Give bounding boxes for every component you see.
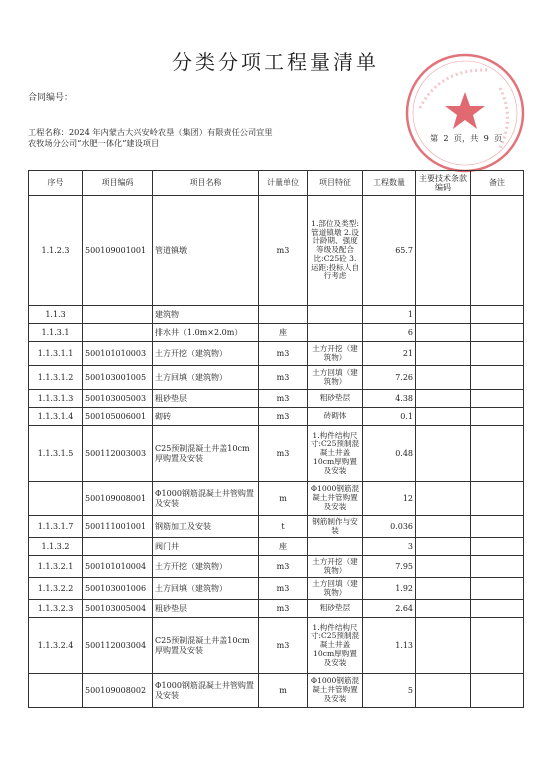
table-row (29, 556, 524, 578)
cell-unit: m3 (259, 600, 308, 618)
cell-seq: 1.1.3.2.1 (29, 556, 83, 578)
cell-code: 500101010004 (83, 556, 153, 578)
cell-tech (416, 600, 471, 618)
cell-feature: 砖砌体 (308, 408, 363, 426)
cell-name: 粗砂垫层 (153, 600, 259, 618)
cell-seq: 1.1.3.1.1 (29, 342, 83, 366)
cell-code (83, 538, 153, 556)
header-note: 备注 (471, 171, 524, 196)
cell-code (83, 306, 153, 324)
cell-code: 500103001005 (83, 366, 153, 390)
cell-feature (308, 538, 363, 556)
table-row (29, 426, 524, 482)
header-unit: 计量单位 (259, 171, 308, 196)
cell-name: 钢筋加工及安装 (153, 516, 259, 538)
cell-feature: 1.构件结构尺寸:C25预制混凝土井盖10cm厚购置及安装 (308, 618, 363, 674)
header-tech: 主要技术条款编码 (416, 171, 471, 196)
cell-unit: m3 (259, 342, 308, 366)
cell-code: 500105006001 (83, 408, 153, 426)
cell-code: 500109001001 (83, 196, 153, 306)
cell-note (471, 482, 524, 516)
cell-tech (416, 426, 471, 482)
cell-seq (29, 482, 83, 516)
project-name: 工程名称：2024 年内蒙古大兴安岭农垦（集团）有限责任公司宜里农牧场分公司“水肥一体化”建设项目 (28, 127, 273, 148)
cell-feature: 土方开挖（建筑物） (308, 556, 363, 578)
cell-code: 500112003004 (83, 618, 153, 674)
table-row (29, 600, 524, 618)
cell-feature: 粗砂垫层 (308, 600, 363, 618)
cell-feature: 土方回填（建筑物） (308, 366, 363, 390)
table-row (29, 408, 524, 426)
page-title: 分类分项工程量清单 (172, 50, 379, 74)
cell-code: 500112003003 (83, 426, 153, 482)
cell-unit: m (259, 674, 308, 708)
cell-unit: m3 (259, 390, 308, 408)
cell-tech (416, 390, 471, 408)
cell-unit: m3 (259, 578, 308, 600)
cell-note (471, 324, 524, 342)
cell-seq: 1.1.2.3 (29, 196, 83, 306)
cell-note (471, 516, 524, 538)
cell-tech (416, 674, 471, 708)
cell-qty: 5 (363, 674, 416, 708)
table-header-row (29, 171, 524, 196)
cell-unit: m3 (259, 556, 308, 578)
cell-name: 土方回填（建筑物） (153, 578, 259, 600)
cell-name: 排水井（1.0m×2.0m） (153, 324, 259, 342)
header-name: 项目名称 (153, 171, 259, 196)
contract-number-label: 合同编号： (28, 93, 74, 103)
table-row (29, 306, 524, 324)
cell-name: Φ1000钢筋混凝土井管购置及安装 (153, 482, 259, 516)
cell-note (471, 556, 524, 578)
cell-unit: t (259, 516, 308, 538)
cell-note (471, 600, 524, 618)
cell-tech (416, 516, 471, 538)
cell-feature (308, 306, 363, 324)
cell-note (471, 196, 524, 306)
cell-name: Φ1000钢筋混凝土井管购置及安装 (153, 674, 259, 708)
cell-code: 500103005003 (83, 390, 153, 408)
cell-seq: 1.1.3.2 (29, 538, 83, 556)
cell-unit: 座 (259, 538, 308, 556)
cell-tech (416, 538, 471, 556)
cell-name: 砌砖 (153, 408, 259, 426)
cell-seq: 1.1.3.2.4 (29, 618, 83, 674)
table-row (29, 618, 524, 674)
cell-tech (416, 196, 471, 306)
cell-qty: 65.7 (363, 196, 416, 306)
cell-feature: 1.构件结构尺寸:C25预制混凝土井盖10cm厚购置及安装 (308, 426, 363, 482)
cell-name: 建筑物 (153, 306, 259, 324)
table-row (29, 366, 524, 390)
page-indicator: 第 2 页，共 9 页 (430, 133, 503, 143)
cell-seq: 1.1.3.1.3 (29, 390, 83, 408)
cell-tech (416, 556, 471, 578)
cell-code: 500109008002 (83, 674, 153, 708)
cell-note (471, 306, 524, 324)
cell-note (471, 578, 524, 600)
cell-tech (416, 306, 471, 324)
cell-tech (416, 324, 471, 342)
cell-seq: 1.1.3.2.3 (29, 600, 83, 618)
cell-unit (259, 306, 308, 324)
cell-tech (416, 618, 471, 674)
cell-qty: 7.95 (363, 556, 416, 578)
table-row (29, 196, 524, 306)
cell-unit: m3 (259, 618, 308, 674)
star-icon (445, 92, 485, 129)
cell-unit: 座 (259, 324, 308, 342)
cell-seq: 1.1.3.2.2 (29, 578, 83, 600)
cell-seq: 1.1.3.1 (29, 324, 83, 342)
cell-name: 粗砂垫层 (153, 390, 259, 408)
cell-seq: 1.1.3 (29, 306, 83, 324)
header-code: 项目编码 (83, 171, 153, 196)
cell-tech (416, 366, 471, 390)
cell-name: 管道镇墩 (153, 196, 259, 306)
cell-code: 500101010003 (83, 342, 153, 366)
cell-seq: 1.1.3.1.4 (29, 408, 83, 426)
cell-seq (29, 674, 83, 708)
cell-tech (416, 342, 471, 366)
cell-feature: 1.部位及类型:管道镇墩 2.设计龄期、强度等级及配合比:C25砼 3.运距:投标人自行考虑 (308, 196, 363, 306)
cell-feature: 钢筋制作与安装 (308, 516, 363, 538)
cell-feature (308, 324, 363, 342)
header-qty: 工程数量 (363, 171, 416, 196)
table-row (29, 578, 524, 600)
cell-note (471, 538, 524, 556)
cell-feature: 土方开挖（建筑物） (308, 342, 363, 366)
table-row (29, 390, 524, 408)
cell-qty: 1.92 (363, 578, 416, 600)
cell-feature: Φ1000钢筋混凝土井管购置及安装 (308, 674, 363, 708)
cell-tech (416, 578, 471, 600)
cell-qty: 1 (363, 306, 416, 324)
cell-qty: 0.036 (363, 516, 416, 538)
cell-name: 阀门井 (153, 538, 259, 556)
cell-name: 土方开挖（建筑物） (153, 556, 259, 578)
cell-qty: 7.26 (363, 366, 416, 390)
cell-note (471, 342, 524, 366)
cell-note (471, 618, 524, 674)
cell-note (471, 366, 524, 390)
cell-seq: 1.1.3.1.2 (29, 366, 83, 390)
cell-qty: 3 (363, 538, 416, 556)
cell-feature: 土方回填（建筑物） (308, 578, 363, 600)
cell-qty: 2.64 (363, 600, 416, 618)
cell-name: 土方回填（建筑物） (153, 366, 259, 390)
table-row (29, 342, 524, 366)
bill-of-quantities-table (28, 170, 524, 708)
cell-note (471, 674, 524, 708)
cell-unit: m3 (259, 196, 308, 306)
cell-code: 500109008001 (83, 482, 153, 516)
cell-code: 500103001006 (83, 578, 153, 600)
header-feature: 项目特征 (308, 171, 363, 196)
cell-name: 土方开挖（建筑物） (153, 342, 259, 366)
cell-code (83, 324, 153, 342)
cell-qty: 1.13 (363, 618, 416, 674)
table-row (29, 324, 524, 342)
cell-qty: 4.38 (363, 390, 416, 408)
cell-unit: m3 (259, 426, 308, 482)
cell-unit: m (259, 482, 308, 516)
table-row (29, 482, 524, 516)
cell-note (471, 408, 524, 426)
cell-qty: 6 (363, 324, 416, 342)
table-row (29, 674, 524, 708)
header-seq: 序号 (29, 171, 83, 196)
cell-qty: 0.1 (363, 408, 416, 426)
cell-note (471, 390, 524, 408)
cell-name: C25预制混凝土井盖10cm厚购置及安装 (153, 618, 259, 674)
cell-code: 500111001001 (83, 516, 153, 538)
cell-qty: 12 (363, 482, 416, 516)
cell-note (471, 426, 524, 482)
cell-feature: 粗砂垫层 (308, 390, 363, 408)
cell-feature: Φ1000钢筋混凝土井管购置及安装 (308, 482, 363, 516)
cell-name: C25预制混凝土井盖10cm厚购置及安装 (153, 426, 259, 482)
table-row (29, 538, 524, 556)
cell-seq: 1.1.3.1.5 (29, 426, 83, 482)
cell-code: 500103005004 (83, 600, 153, 618)
cell-unit: m3 (259, 366, 308, 390)
table-row (29, 516, 524, 538)
cell-tech (416, 408, 471, 426)
cell-qty: 0.48 (363, 426, 416, 482)
cell-unit: m3 (259, 408, 308, 426)
cell-seq: 1.1.3.1.7 (29, 516, 83, 538)
cell-qty: 21 (363, 342, 416, 366)
cell-tech (416, 482, 471, 516)
